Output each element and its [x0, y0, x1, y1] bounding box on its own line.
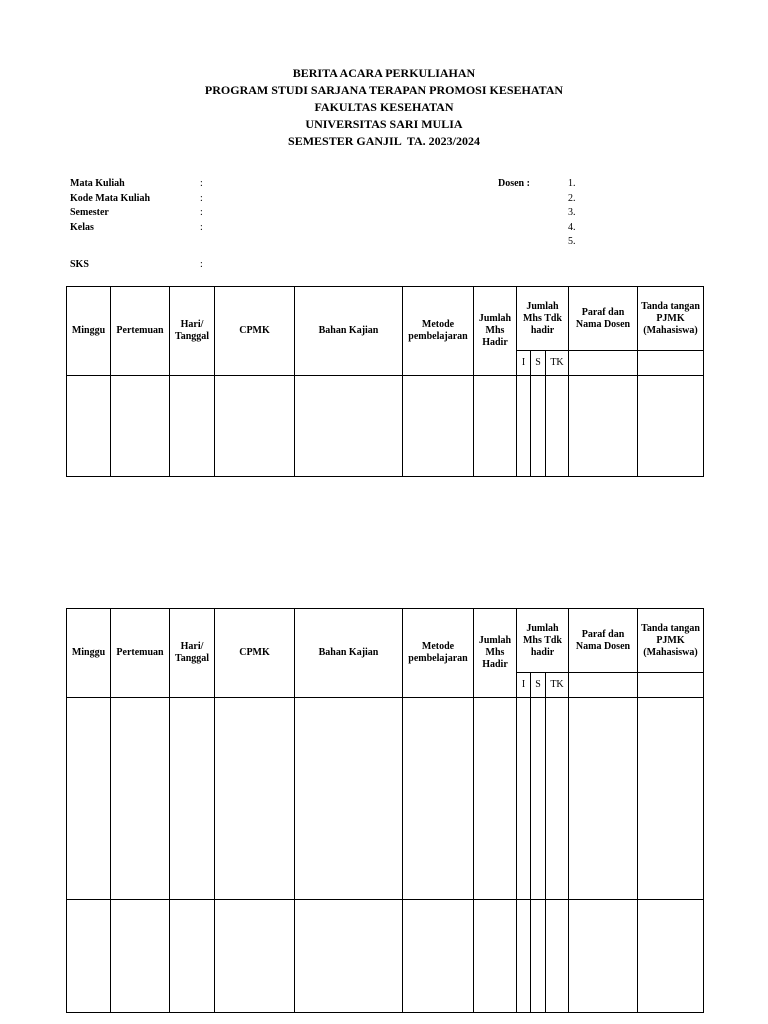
header-cpmk: CPMK	[215, 287, 295, 376]
header-pertemuan: Pertemuan	[111, 287, 170, 376]
dosen-number: 2.	[568, 192, 576, 204]
header-sub-i: I	[517, 673, 531, 698]
table-cell[interactable]	[517, 376, 531, 477]
dosen-number: 4.	[568, 221, 576, 233]
document-title	[0, 65, 768, 150]
header-tanda-tangan: Tanda tangan PJMK (Mahasiswa)	[638, 287, 704, 351]
header-metode: Metode pembelajaran	[403, 287, 474, 376]
title-line-5: SEMESTER GANJIL TA. 2023/2024	[288, 134, 480, 148]
title-line-2: PROGRAM STUDI SARJANA TERAPAN PROMOSI KESEHATAN	[204, 83, 564, 97]
table-cell[interactable]	[215, 900, 295, 1013]
empty-cell	[569, 673, 638, 698]
label-kode-mata-kuliah: Kode Mata Kuliah	[70, 192, 151, 204]
header-sub-i: I	[517, 351, 531, 376]
table-cell[interactable]	[517, 900, 531, 1013]
course-info-colons	[200, 177, 203, 235]
table-cell[interactable]	[569, 376, 638, 477]
table-cell[interactable]	[170, 900, 215, 1013]
table-cell[interactable]	[170, 698, 215, 900]
colon: :	[200, 178, 203, 189]
label-kelas: Kelas	[70, 221, 94, 233]
colon: :	[200, 221, 203, 233]
table-row	[67, 900, 704, 1013]
table-cell[interactable]	[474, 376, 517, 477]
table-row	[67, 698, 704, 900]
label-dosen: Dosen :	[498, 178, 530, 189]
table-cell[interactable]	[403, 900, 474, 1013]
table-cell[interactable]	[546, 698, 569, 900]
table-cell[interactable]	[638, 900, 704, 1013]
attendance-table-1	[66, 286, 704, 477]
dosen-number: 5.	[568, 236, 576, 247]
table-cell[interactable]	[546, 900, 569, 1013]
header-jumlah-tdk-hadir: Jumlah Mhs Tdk hadir	[517, 609, 569, 673]
table-cell[interactable]	[111, 376, 170, 477]
table-cell[interactable]	[111, 698, 170, 900]
header-tanda-tangan: Tanda tangan PJMK (Mahasiswa)	[638, 609, 704, 673]
table-cell[interactable]	[531, 376, 546, 477]
course-info-labels	[70, 177, 150, 235]
table-cell[interactable]	[403, 376, 474, 477]
table-cell[interactable]	[531, 698, 546, 900]
table-cell[interactable]	[295, 698, 403, 900]
empty-cell	[569, 351, 638, 376]
table-cell[interactable]	[569, 900, 638, 1013]
header-jumlah-hadir: Jumlah Mhs Hadir	[474, 287, 517, 376]
label-sks: SKS	[70, 259, 89, 270]
table-cell[interactable]	[67, 376, 111, 477]
empty-cell	[638, 351, 704, 376]
header-bahan-kajian: Bahan Kajian	[295, 287, 403, 376]
colon: :	[200, 207, 203, 218]
header-hari-tanggal: Hari/ Tanggal	[170, 609, 215, 698]
title-line-4: UNIVERSITAS SARI MULIA	[305, 117, 463, 131]
header-metode: Metode pembelajaran	[403, 609, 474, 698]
header-sub-s: S	[531, 673, 546, 698]
header-paraf: Paraf dan Nama Dosen	[569, 609, 638, 673]
table-cell[interactable]	[531, 900, 546, 1013]
table-cell[interactable]	[569, 698, 638, 900]
table-cell[interactable]	[295, 900, 403, 1013]
header-hari-tanggal: Hari/ Tanggal	[170, 287, 215, 376]
table-cell[interactable]	[403, 698, 474, 900]
colon: :	[200, 259, 203, 270]
empty-cell	[638, 673, 704, 698]
table-cell[interactable]	[474, 900, 517, 1013]
dosen-number: 3.	[568, 207, 576, 218]
title-line-1: BERITA ACARA PERKULIAHAN	[292, 66, 476, 80]
header-bahan-kajian: Bahan Kajian	[295, 609, 403, 698]
table-cell[interactable]	[474, 698, 517, 900]
header-sub-tk: TK	[546, 351, 569, 376]
table-cell[interactable]	[295, 376, 403, 477]
title-line-3: FAKULTAS KESEHATAN	[314, 100, 454, 114]
dosen-number: 1.	[568, 178, 576, 189]
header-cpmk: CPMK	[215, 609, 295, 698]
table-cell[interactable]	[638, 698, 704, 900]
header-sub-s: S	[531, 351, 546, 376]
header-paraf: Paraf dan Nama Dosen	[569, 287, 638, 351]
colon: :	[200, 192, 203, 204]
table-cell[interactable]	[546, 376, 569, 477]
header-minggu: Minggu	[67, 287, 111, 376]
table-cell[interactable]	[215, 376, 295, 477]
table-cell[interactable]	[111, 900, 170, 1013]
table-cell[interactable]	[67, 698, 111, 900]
table-cell[interactable]	[638, 376, 704, 477]
attendance-table-2	[66, 608, 704, 1013]
header-pertemuan: Pertemuan	[111, 609, 170, 698]
table-cell[interactable]	[67, 900, 111, 1013]
table-cell[interactable]	[170, 376, 215, 477]
table-cell[interactable]	[517, 698, 531, 900]
table-row	[67, 376, 704, 477]
header-minggu: Minggu	[67, 609, 111, 698]
label-mata-kuliah: Mata Kuliah	[70, 178, 125, 189]
label-semester: Semester	[70, 207, 109, 218]
header-sub-tk: TK	[546, 673, 569, 698]
header-jumlah-hadir: Jumlah Mhs Hadir	[474, 609, 517, 698]
table-cell[interactable]	[215, 698, 295, 900]
dosen-number-list	[568, 177, 576, 250]
header-jumlah-tdk-hadir: Jumlah Mhs Tdk hadir	[517, 287, 569, 351]
